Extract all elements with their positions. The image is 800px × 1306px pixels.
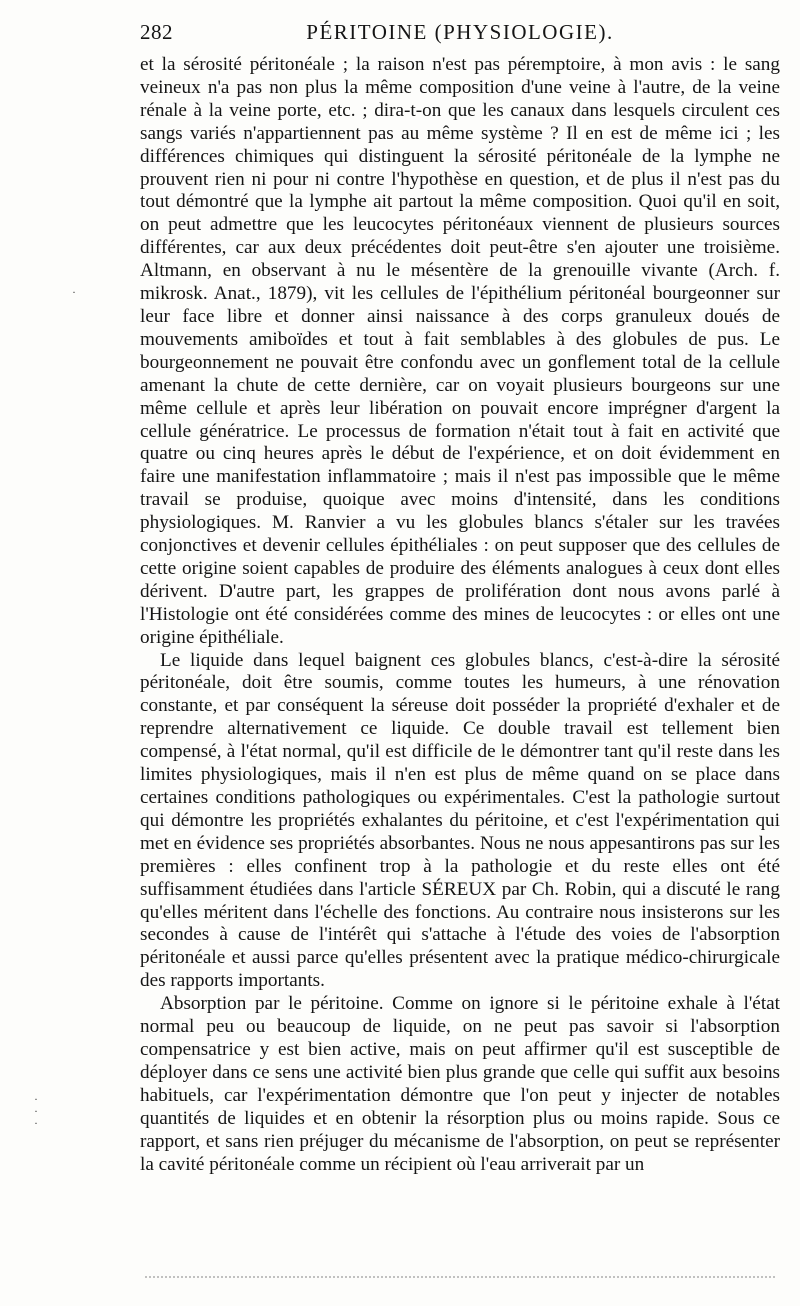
page-number: 282	[140, 20, 173, 44]
body-text	[140, 54, 780, 1176]
margin-dot: ·	[34, 1092, 38, 1106]
footer-rule	[145, 1276, 775, 1278]
running-head: PÉRITOINE (PHYSIOLOGIE).	[306, 20, 614, 44]
margin-dot: ·	[34, 1116, 38, 1130]
margin-dot: ·	[72, 285, 76, 299]
paragraph-2: Le liquide dans lequel baignent ces globules blancs, c'est-à-dire la sérosité péritonéale, doit être soumis, comme toutes les humeurs, à une rénovation constante, et par conséquent la séreuse doit posséder la propriété d'exhaler et de reprendre alternativement ce liquide. Ce double travail est tellement bien compensé, à l'état normal, qu'il est difficile de le démontrer tant qu'il reste dans les limites physiologiques, mais il n'en est plus de même quand on se place dans certaines conditions pathologiques ou expérimentales. C'est la pathologie surtout qui démontre les propriétés exhalantes du péritoine, et c'est l'expérimentation qui met en évidence ses propriétés absorbantes. Nous ne nous appesantirons pas sur les premières : elles confinent trop à la pathologie et du reste elles ont été suffisamment étudiées dans l'article SÉREUX par Ch. Robin, qui a discuté le rang qu'elles méritent dans l'échelle des fonctions. Au contraire nous insisterons sur les secondes à cause de l'intérêt qui s'attache à l'étude des voies de l'absorption péritonéale et aussi parce qu'elles présentent avec la pratique médico-chirurgicale des rapports importants.	[140, 649, 780, 992]
paragraph-3: Absorption par le péritoine. Comme on ignore si le péritoine exhale à l'état normal peu ou beaucoup de liquide, on ne peut pas savoir si l'absorption compensatrice y est bien active, mais on peut affirmer qu'il est susceptible de déployer dans ce sens une activité bien plus grande que celle qui suffit aux besoins habituels, car l'expérimentation démontre que l'on peut y injecter de notables quantités de liquides et en obtenir la résorption plus ou moins rapide. Sous ce rapport, et sans rien préjuger du mécanisme de l'absorption, on peut se représenter la cavité péritonéale comme un récipient où l'eau arriverait par un	[140, 993, 780, 1175]
margin-dot: ·	[34, 1104, 38, 1118]
paragraph-1: et la sérosité péritonéale ; la raison n'est pas péremptoire, à mon avis : le sang veineux n'a pas non plus la même composition d'une veine à l'autre, de la veine rénale à la veine porte, etc. ; dira-t-on que les canaux dans lesquels circulent ces sangs variés n'appartiennent pas au même système ? Il en est de même ici ; les différences chimiques qui distinguent la sérosité péritonéale de la lymphe ne prouvent rien ni pour ni contre l'hypothèse en question, et de plus il n'est pas du tout démontré que la lymphe ait partout la même composition. Quoi qu'il en soit, on peut admettre que les leucocytes péritonéaux viennent de plusieurs sources différentes, car aux deux précédentes doit peut-être s'en ajouter une troisième. Altmann, en observant à nu le mésentère de la grenouille vivante (Arch. f. mikrosk. Anat., 1879), vit les cellules de l'épithélium péritonéal bourgeonner sur leur face libre et donner ainsi naissance à des corps granuleux doués de mouvements amiboïdes et tout à fait semblables à des globules de pus. Le bourgeonnement ne pouvait être confondu avec un gonflement total de la cellule amenant la chute de cette dernière, car on voyait plusieurs bourgeons sur une même cellule et après leur libération on pouvait encore imprégner d'argent la cellule génératrice. Le processus de formation n'était tout à fait en activité que quatre ou cinq heures après le début de l'expérience, et on doit évidemment en faire une manifestation inflammatoire ; mais il n'est pas impossible que le même travail se produise, quoique avec moins d'intensité, dans les conditions physiologiques. M. Ranvier a vu les globules blancs s'étaler sur les travées conjonctives et devenir cellules épithéliales : on peut supposer que des cellules de cette origine soient capables de produire des éléments analogues à ceux dont elles dérivent. D'autre part, les grappes de prolifération dont nous avons parlé à l'Histologie ont été considérées comme des mines de leucocytes : or elles ont une origine épithéliale.	[140, 54, 780, 648]
page-header	[140, 20, 780, 50]
